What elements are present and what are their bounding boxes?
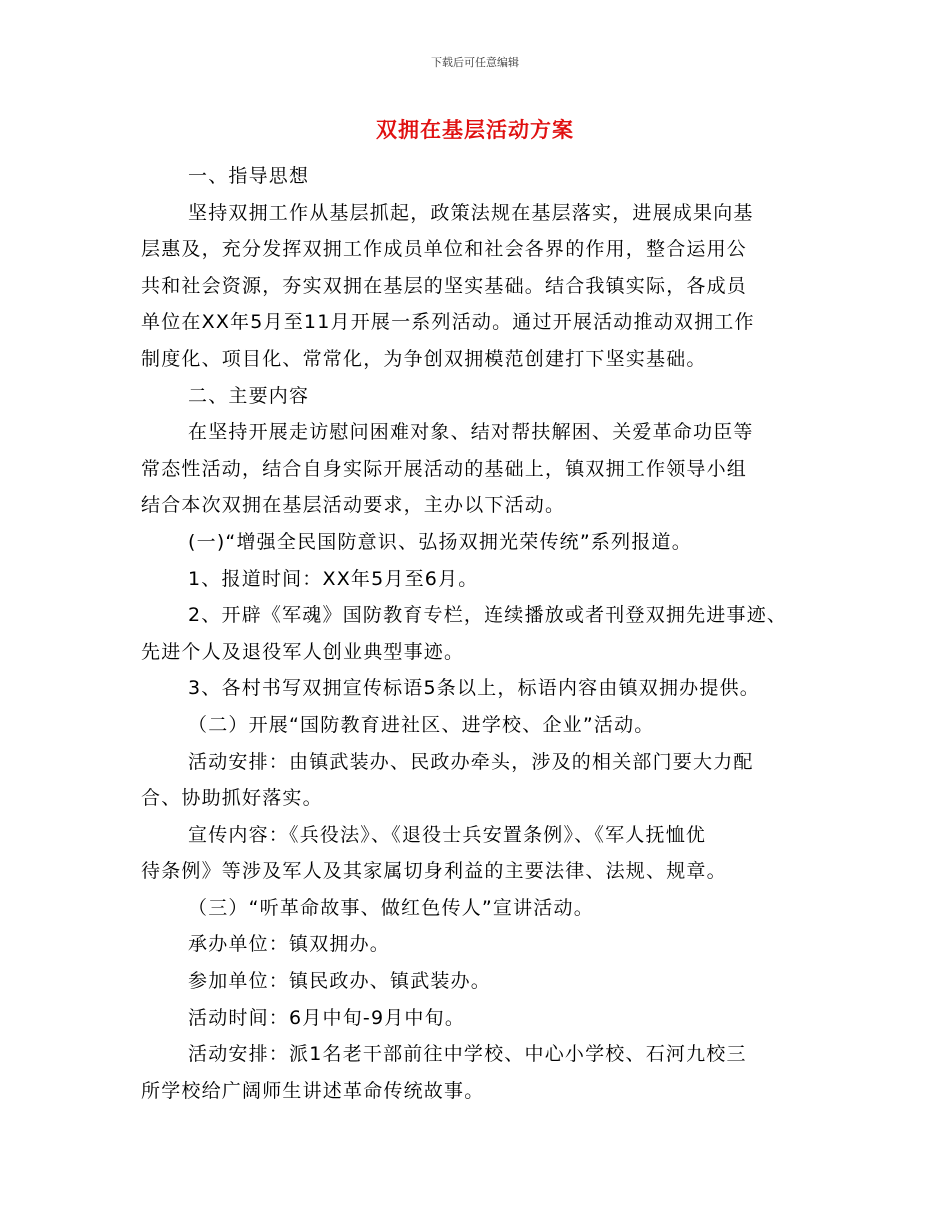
paragraph-line: 坚持双拥工作从基层抓起，政策法规在基层落实，进展成果向基 <box>188 201 754 224</box>
subsection-heading: （二）开展“国防教育进社区、进学校、企业”活动。 <box>188 713 655 736</box>
list-item: 3、各村书写双拥宣传标语5条以上，标语内容由镇双拥办提供。 <box>188 677 760 700</box>
paragraph-line: 结合本次双拥在基层活动要求，主办以下活动。 <box>141 494 566 517</box>
paragraph-line: 活动时间：6月中旬-9月中旬。 <box>188 1006 466 1029</box>
paragraph-line: 在坚持开展走访慰问困难对象、结对帮扶解困、关爱革命功臣等 <box>188 421 754 444</box>
list-item: 1、报道时间：XX年5月至6月。 <box>188 567 479 590</box>
document-title: 双拥在基层活动方案 <box>376 118 574 142</box>
paragraph-line: 活动安排：派1名老干部前往中学校、中心小学校、石河九校三 <box>188 1043 747 1066</box>
section-heading: 二、主要内容 <box>188 384 310 407</box>
paragraph-line: 宣传内容：《兵役法》、《退役士兵安置条例》、《军人抚恤优 <box>188 823 707 846</box>
paragraph-line: 待条例》等涉及军人及其家属切身利益的主要法律、法规、规章。 <box>141 860 727 883</box>
paragraph-line: 参加单位：镇民政办、镇武装办。 <box>188 970 492 993</box>
paragraph-line: 常态性活动，结合自身实际开展活动的基础上，镇双拥工作领导小组 <box>141 457 748 480</box>
subsection-heading: （三）“听革命故事、做红色传人”宣讲活动。 <box>188 896 594 919</box>
list-item-continuation: 先进个人及退役军人创业典型事迹。 <box>141 640 465 663</box>
subsection-heading: (一)“增强全民国防意识、弘扬双拥光荣传统”系列报道。 <box>188 530 692 553</box>
list-item: 2、开辟《军魂》国防教育专栏，连续播放或者刊登双拥先进事迹、 <box>188 604 788 627</box>
paragraph-line: 层惠及，充分发挥双拥工作成员单位和社会各界的作用，整合运用公 <box>141 238 748 261</box>
document-body <box>141 158 831 1109</box>
paragraph-line: 单位在XX年5月至11月开展一系列活动。通过开展活动推动双拥工作 <box>141 311 755 334</box>
paragraph-line: 合、协助抓好落实。 <box>141 787 323 810</box>
paragraph-line: 制度化、项目化、常常化，为争创双拥模范创建打下坚实基础。 <box>141 347 707 370</box>
paragraph-line: 承办单位：镇双拥办。 <box>188 933 391 956</box>
paragraph-line: 所学校给广阔师生讲述革命传统故事。 <box>141 1079 485 1102</box>
section-heading: 一、指导思想 <box>188 165 310 187</box>
paragraph-line: 共和社会资源，夯实双拥在基层的坚实基础。结合我镇实际，各成员 <box>141 274 748 297</box>
header-note: 下载后可任意编辑 <box>431 56 519 69</box>
paragraph-line: 活动安排：由镇武装办、民政办牵头，涉及的相关部门要大力配 <box>188 750 754 773</box>
